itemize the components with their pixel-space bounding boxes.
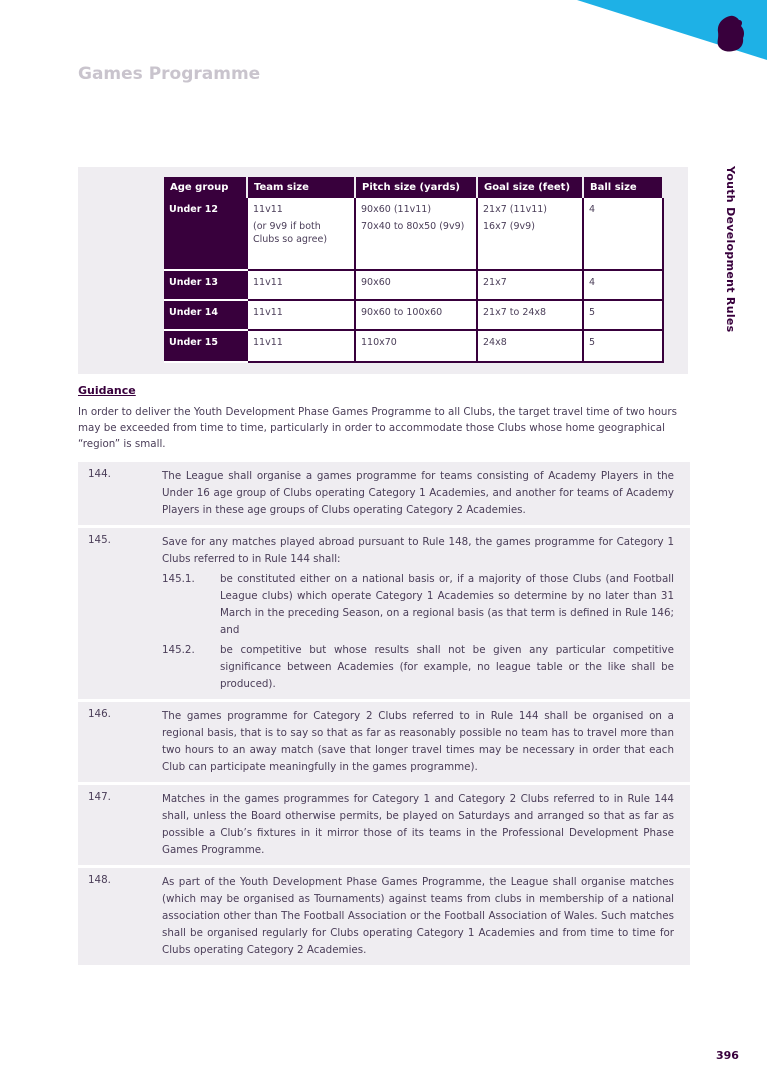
table-row [164,330,663,362]
table-cell-line: 11v11 [253,204,283,215]
rule-text: Matches in the games programmes for Category 1 and Category 2 Clubs referred to in Rule 144 shall, unless the Board otherwise permits, be played on Saturdays and arranged so that as far as possible a Club’s fixtures in it mirror those of its teams in the Professional Development Phase Games Programme. [162,793,674,856]
table-cell-age: Under 14 [164,300,247,330]
table-cell-team [247,198,355,270]
table-header-row [164,177,663,198]
sub-rule-145-1 [162,571,674,639]
rule-number: 144. [88,468,111,480]
lion-crest-icon [713,14,747,54]
rule-number: 148. [88,874,111,886]
table-cell-goal [477,198,583,270]
sub-rule-number: 145.2. [162,644,195,656]
rule-text: The games programme for Category 2 Clubs referred to in Rule 144 shall be organised on a regional basis, that is to say so that as far as reasonably possible no team has to travel more than two hours to an away match (save that longer travel times may be necessary in order that each Club can participate meaningfully in the games programme). [162,710,674,773]
table-row [164,300,663,330]
section-side-label: Youth Development Rules [724,166,737,333]
table-cell-pitch [355,198,477,270]
rule-146 [78,702,690,782]
table-cell-team: 11v11 [247,330,355,362]
rule-text: Save for any matches played abroad pursuant to Rule 148, the games programme for Category 1 Clubs referred to in Rule 144 shall: [162,536,674,565]
table-cell-ball: 4 [583,270,663,300]
table-cell-team: 11v11 [247,270,355,300]
table-cell-age: Under 15 [164,330,247,362]
page-title: Games Programme [78,64,261,84]
table-cell-age: Under 13 [164,270,247,300]
column-header-age-group: Age group [164,177,247,198]
rule-body [162,534,674,693]
column-header-team-size: Team size [247,177,355,198]
table-cell-pitch: 90x60 [355,270,477,300]
rule-number: 147. [88,791,111,803]
rule-145 [78,528,690,699]
sub-rule-text: be constituted either on a national basis or, if a majority of those Clubs (and Football League clubs) which operate Category 1 Academies so determine by no later than 31 March in the preceding Season, on a regional basis (as that term is defined in Rule 146; and [220,573,674,636]
table-cell-line: 21x7 (11v11) [483,204,547,215]
guidance-text: In order to deliver the Youth Development Phase Games Programme to all Clubs, the target travel time of two hours may be exceeded from time to time, particularly in order to accommodate those Clubs whose home geographical “region” is small. [78,406,677,450]
guidance-heading: Guidance [78,384,136,397]
table-row [164,198,663,270]
rule-number: 145. [88,534,111,546]
table-cell-ball: 4 [583,198,663,270]
rule-text: The League shall organise a games programme for teams consisting of Academy Players in the Under 16 age group of Clubs operating Category 1 Academies, and another for teams of Academy Players in these age groups of Clubs operating Category 2 Academies. [162,470,674,516]
age-group-table [164,177,664,363]
rule-148 [78,868,690,965]
rule-text: As part of the Youth Development Phase Games Programme, the League shall organise matches (which may be organised as Tournaments) against teams from clubs in membership of a national association other than The Football Association or the Football Association of Wales. Such matches shall be organised regularly for Clubs operating Category 1 Academies and from time to time for Clubs operating Category 2 Academies. [162,876,674,956]
column-header-ball-size: Ball size [583,177,663,198]
table-cell-goal: 24x8 [477,330,583,362]
column-header-goal-size: Goal size (feet) [477,177,583,198]
rule-144 [78,462,690,525]
rule-147 [78,785,690,865]
table-cell-pitch: 90x60 to 100x60 [355,300,477,330]
column-header-pitch-size: Pitch size (yards) [355,177,477,198]
table-cell-line: 70x40 to 80x50 (9v9) [361,221,465,232]
sub-rule-text: be competitive but whose results shall not be given any particular competitive significance between Academies (for example, no league table or the like shall be produced). [220,644,674,690]
table-cell-goal: 21x7 to 24x8 [477,300,583,330]
table-cell-line: 90x60 (11v11) [361,204,432,215]
table-cell-line: 16x7 (9v9) [483,221,535,232]
table-cell-ball: 5 [583,300,663,330]
table-panel [78,167,688,374]
table-cell-team: 11v11 [247,300,355,330]
table-cell-pitch: 110x70 [355,330,477,362]
table-cell-ball: 5 [583,330,663,362]
sub-rule-145-2 [162,642,674,693]
table-cell-line: (or 9v9 if both Clubs so agree) [253,221,328,245]
table-cell-goal: 21x7 [477,270,583,300]
sub-rule-number: 145.1. [162,573,195,585]
rule-number: 146. [88,708,111,720]
table-row [164,270,663,300]
table-cell-age: Under 12 [164,198,247,270]
rules-list [78,462,690,968]
page-number: 396 [716,1049,739,1062]
